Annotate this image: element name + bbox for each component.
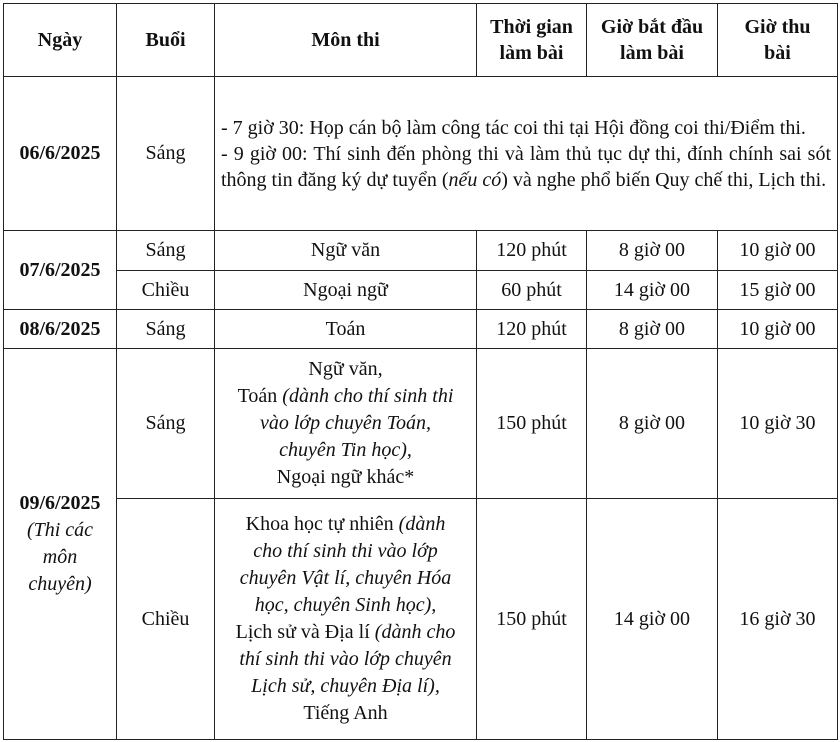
subject-note: chuyên Tin học),: [279, 439, 412, 461]
subject-line: [221, 383, 470, 410]
subject-note: Lịch sử, chuyên Địa lí),: [251, 675, 440, 697]
start-time-cell: 14 giờ 00: [587, 271, 718, 310]
subject-note: (dành cho thí sinh thi: [282, 385, 454, 407]
table-row: [4, 310, 838, 349]
subject-note: học, chuyên Sinh học),: [254, 594, 437, 616]
header-start-time: [587, 4, 718, 77]
duration-cell: 120 phút: [477, 310, 587, 349]
subject-note: chuyên Vật lí, chuyên Hóa: [239, 567, 452, 589]
end-time-cell: 10 giờ 00: [718, 310, 838, 349]
subject-cell: Ngữ văn: [215, 231, 477, 271]
header-end-time: [718, 4, 838, 77]
header-duration: [477, 4, 587, 77]
header-duration-line1: Thời gian: [490, 16, 573, 38]
date-cell: 06/6/2025: [4, 77, 117, 231]
subject-line: [221, 511, 470, 538]
header-duration-line2: làm bài: [499, 42, 564, 64]
header-end-line1: Giờ thu: [744, 16, 811, 38]
date-text: 09/6/2025: [19, 492, 101, 514]
start-time-cell: 8 giờ 00: [587, 310, 718, 349]
header-start-line1: Giờ bắt đầu: [600, 16, 704, 38]
header-start-line2: làm bài: [620, 42, 684, 64]
start-time-cell: 8 giờ 00: [587, 231, 718, 271]
date-cell: [4, 349, 117, 740]
header-row: [4, 4, 838, 77]
subject-note: (dành: [398, 513, 446, 535]
end-time-cell: 16 giờ 30: [718, 499, 838, 740]
header-date: Ngày: [4, 4, 117, 77]
session-cell: Chiều: [117, 271, 215, 310]
header-end-line2: bài: [764, 42, 791, 64]
subject-note: cho thí sinh thi vào lớp: [253, 540, 438, 562]
end-time-cell: 10 giờ 00: [718, 231, 838, 271]
exam-schedule-table: [3, 3, 838, 740]
duration-cell: 150 phút: [477, 349, 587, 499]
start-time-cell: 14 giờ 00: [587, 499, 718, 740]
table-row: [4, 271, 838, 310]
subject-note: thí sinh thi vào lớp chuyên: [239, 648, 452, 670]
subject-note: vào lớp chuyên Toán,: [259, 412, 432, 434]
subject-text: Khoa học tự nhiên: [245, 513, 399, 535]
subject-cell: [215, 499, 477, 740]
instruction-text: ) và nghe phổ biến Quy chế thi, Lịch thi.: [501, 168, 827, 191]
instructions-cell: [215, 77, 838, 231]
date-note: (Thi các: [26, 519, 94, 541]
subject-note: (dành cho: [374, 621, 456, 643]
subject-text: Toán: [237, 385, 283, 407]
subject-line: Ngữ văn,: [308, 358, 383, 380]
table-row: [4, 231, 838, 271]
header-session: Buổi: [117, 4, 215, 77]
duration-cell: 60 phút: [477, 271, 587, 310]
table-row: [4, 349, 838, 499]
subject-cell: Ngoại ngữ: [215, 271, 477, 310]
end-time-cell: 10 giờ 30: [718, 349, 838, 499]
instruction-italic: nếu có: [448, 168, 502, 191]
instruction-line: [221, 141, 831, 193]
instruction-line: - 7 giờ 30: Họp cán bộ làm công tác coi thi tại Hội đồng coi thi/Điểm thi.: [221, 116, 806, 139]
header-subject: Môn thi: [215, 4, 477, 77]
date-cell: 08/6/2025: [4, 310, 117, 349]
date-note: chuyên): [28, 573, 92, 595]
subject-cell: [215, 349, 477, 499]
session-cell: Sáng: [117, 77, 215, 231]
subject-line: Ngoại ngữ khác*: [276, 466, 415, 488]
session-cell: Chiều: [117, 499, 215, 740]
date-cell: 07/6/2025: [4, 231, 117, 310]
session-cell: Sáng: [117, 349, 215, 499]
subject-line: [221, 619, 470, 646]
date-note: môn: [42, 546, 78, 568]
end-time-cell: 15 giờ 00: [718, 271, 838, 310]
session-cell: Sáng: [117, 310, 215, 349]
subject-cell: Toán: [215, 310, 477, 349]
duration-cell: 120 phút: [477, 231, 587, 271]
subject-text: Lịch sử và Địa lí: [235, 621, 375, 643]
start-time-cell: 8 giờ 00: [587, 349, 718, 499]
instruction-text: - 9 giờ 00: Thí sinh đến phòng thi và làm thủ tục dự thi, đính chính sai sót thông tin đăng ký dự tuyển (: [221, 142, 831, 191]
duration-cell: 150 phút: [477, 499, 587, 740]
session-cell: Sáng: [117, 231, 215, 271]
table-row: [4, 499, 838, 740]
table-row: [4, 77, 838, 231]
subject-line: Tiếng Anh: [303, 702, 388, 724]
